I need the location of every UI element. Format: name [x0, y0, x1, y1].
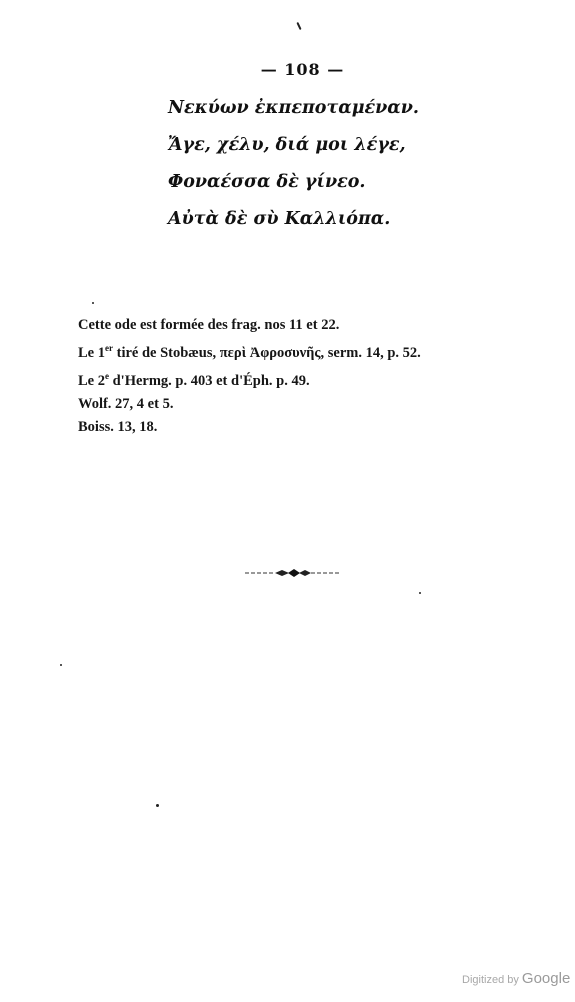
- source-notes: [78, 314, 558, 439]
- poem-line: Ἄγε, χέλυ, διά μοι λέγε,: [168, 135, 406, 155]
- note-superscript: e: [104, 370, 109, 381]
- poem-line: Νεκύων ἐκπεποταμέναν.: [168, 98, 420, 118]
- note-line: [78, 365, 558, 393]
- note-line: Boiss. 13, 18.: [78, 418, 158, 435]
- ornament-divider-icon: [245, 566, 341, 580]
- watermark-label: Digitized by: [462, 974, 519, 986]
- note-text: d'Hermg. p. 403 et d'Éph. p. 49.: [108, 372, 310, 389]
- note-line: [78, 337, 558, 365]
- note-superscript: er: [104, 343, 113, 353]
- note-text: Le 1: [78, 344, 105, 361]
- ink-speck: [92, 302, 94, 304]
- page-number: — 108 —: [260, 60, 345, 79]
- poem-line: Φοναέσσα δὲ γίνεο.: [168, 172, 366, 192]
- note-line: Wolf. 27, 4 et 5.: [78, 395, 174, 412]
- note-text: Le 2: [78, 372, 105, 389]
- ink-speck: [60, 664, 62, 666]
- ink-speck: [156, 804, 159, 807]
- ink-speck: [419, 592, 421, 594]
- google-logo: Google: [521, 970, 571, 987]
- note-text: tiré de Stobæus, περὶ Ἀφροσυνῆς, serm. 14, p. 52.: [112, 344, 421, 361]
- digitized-watermark: [462, 970, 570, 987]
- note-line: Cette ode est formée des frag. nos 11 et 22.: [78, 317, 340, 333]
- ink-speck: [296, 22, 301, 30]
- poem-line: Αὐτὰ δὲ σὺ Καλλιόπα.: [168, 209, 391, 229]
- poem-stanza: [168, 95, 488, 243]
